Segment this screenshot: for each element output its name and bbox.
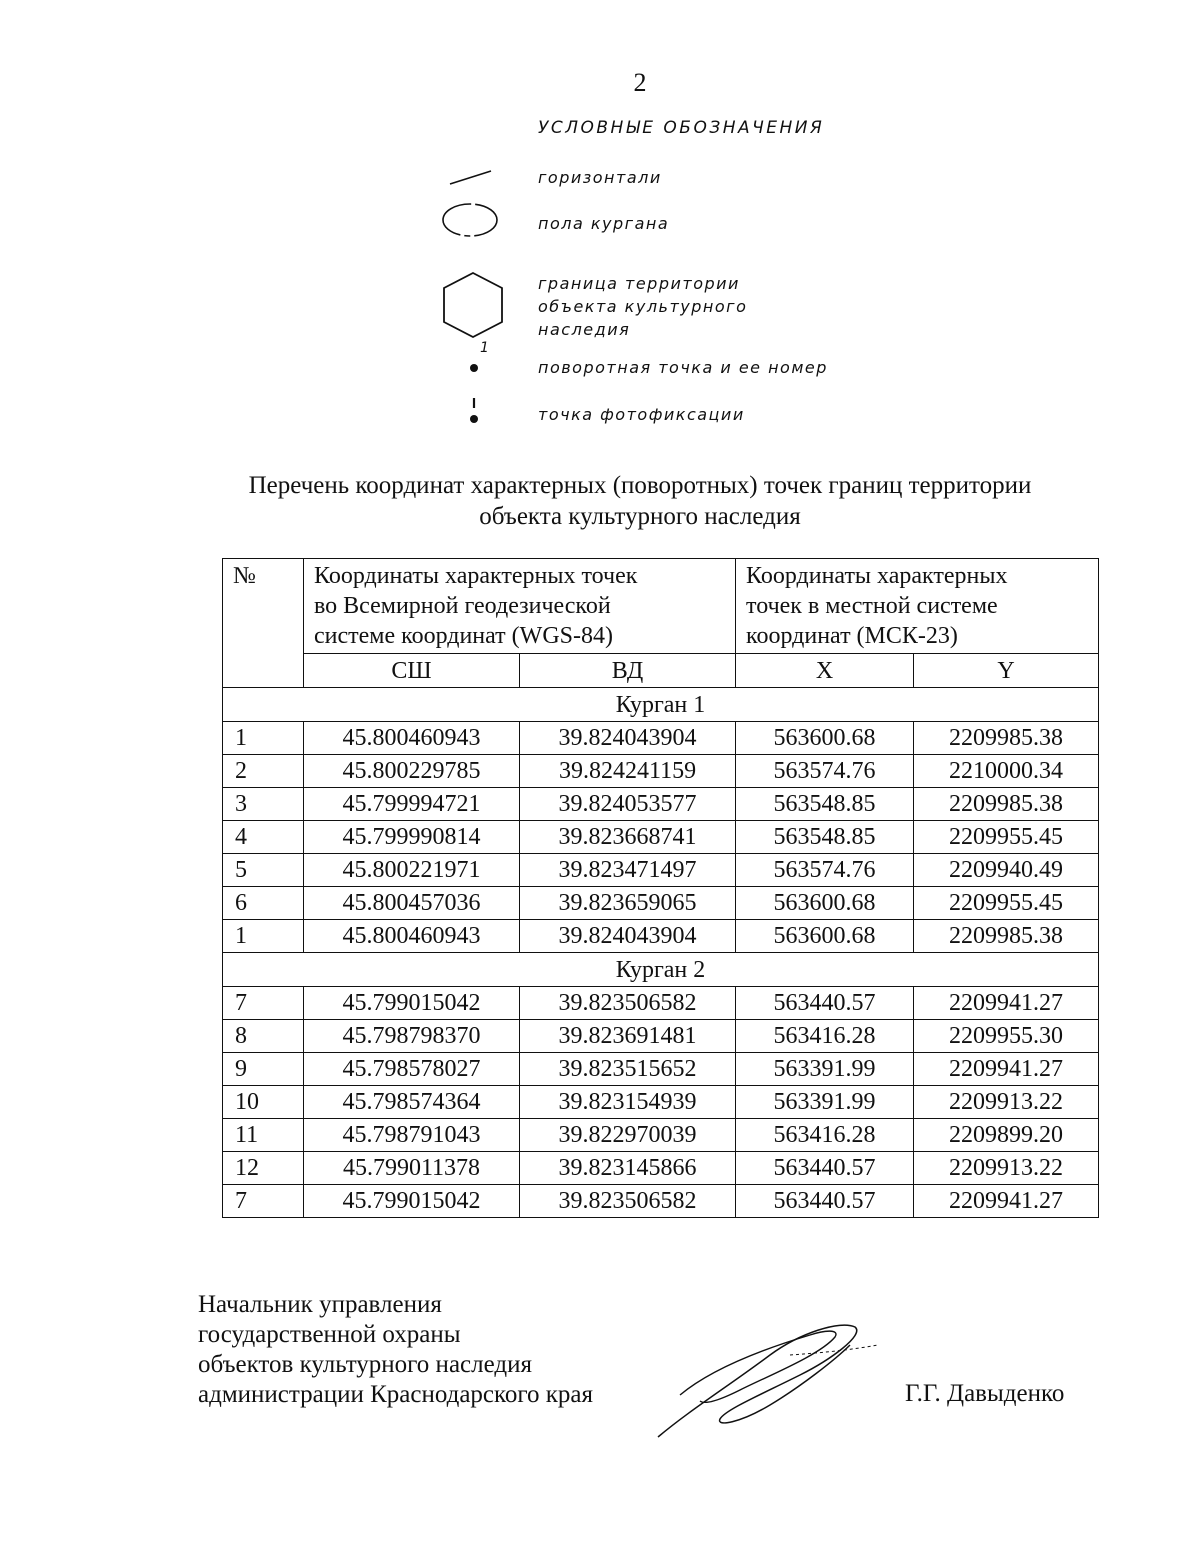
- table-group-row: [223, 688, 1099, 722]
- latitude-cell: 45.799015042: [304, 1185, 520, 1218]
- y-cell: 2209985.38: [914, 722, 1099, 755]
- y-cell: 2209940.49: [914, 854, 1099, 887]
- point-number: 1: [223, 722, 304, 755]
- point-number: 3: [223, 788, 304, 821]
- point-number: 10: [223, 1086, 304, 1119]
- point-number: 7: [223, 987, 304, 1020]
- table-row: [223, 821, 1099, 854]
- latitude-cell: 45.800457036: [304, 887, 520, 920]
- legend-title: УСЛОВНЫЕ ОБОЗНАЧЕНИЯ: [538, 118, 825, 138]
- latitude-cell: 45.800229785: [304, 755, 520, 788]
- legend-item-contours: горизонтали: [538, 168, 662, 187]
- group-title: Курган 1: [223, 688, 1099, 722]
- table-row: [223, 987, 1099, 1020]
- table-group-row: [223, 953, 1099, 987]
- x-cell: 563416.28: [736, 1119, 914, 1152]
- territory-boundary-hexagon-icon: [440, 270, 506, 340]
- point-number: 4: [223, 821, 304, 854]
- longitude-cell: 39.824043904: [520, 722, 736, 755]
- latitude-cell: 45.798791043: [304, 1119, 520, 1152]
- point-number: 7: [223, 1185, 304, 1218]
- x-cell: 563548.85: [736, 821, 914, 854]
- table-row: [223, 755, 1099, 788]
- turning-point-marker: 1: [480, 340, 489, 356]
- x-cell: 563574.76: [736, 755, 914, 788]
- x-cell: 563440.57: [736, 987, 914, 1020]
- x-cell: 563440.57: [736, 1152, 914, 1185]
- longitude-cell: 39.823515652: [520, 1053, 736, 1086]
- point-number: 1: [223, 920, 304, 953]
- y-cell: 2209941.27: [914, 987, 1099, 1020]
- header-wgs84: Координаты характерных точек во Всемирной геодезической системе координат (WGS-84): [304, 559, 736, 654]
- table-row: [223, 887, 1099, 920]
- latitude-cell: 45.799015042: [304, 987, 520, 1020]
- latitude-cell: 45.799994721: [304, 788, 520, 821]
- x-cell: 563416.28: [736, 1020, 914, 1053]
- y-cell: 2209913.22: [914, 1152, 1099, 1185]
- x-cell: 563600.68: [736, 887, 914, 920]
- longitude-cell: 39.823506582: [520, 1185, 736, 1218]
- legend-item-mound-base: пола кургана: [538, 214, 670, 233]
- x-cell: 563600.68: [736, 722, 914, 755]
- x-cell: 563391.99: [736, 1053, 914, 1086]
- table-row: [223, 1020, 1099, 1053]
- y-cell: 2209955.30: [914, 1020, 1099, 1053]
- table-row: [223, 1152, 1099, 1185]
- table-body: [223, 688, 1099, 1218]
- mound-base-ellipse-icon: [440, 200, 500, 240]
- longitude-cell: 39.823659065: [520, 887, 736, 920]
- y-cell: 2209985.38: [914, 788, 1099, 821]
- subheader-x: X: [736, 654, 914, 688]
- longitude-cell: 39.823506582: [520, 987, 736, 1020]
- point-number: 2: [223, 755, 304, 788]
- contour-line-icon: [448, 166, 494, 188]
- latitude-cell: 45.798578027: [304, 1053, 520, 1086]
- signatory-title: Начальник управления государственной охраны объектов культурного наследия администрации Краснодарского края: [198, 1291, 594, 1408]
- subheader-y: Y: [914, 654, 1099, 688]
- subheader-latitude: СШ: [304, 654, 520, 688]
- coordinates-table: [222, 558, 1099, 1218]
- x-cell: 563391.99: [736, 1086, 914, 1119]
- point-number: 9: [223, 1053, 304, 1086]
- table-row: [223, 1053, 1099, 1086]
- latitude-cell: 45.800460943: [304, 722, 520, 755]
- latitude-cell: 45.798574364: [304, 1086, 520, 1119]
- handwritten-signature: [650, 1315, 890, 1445]
- header-number: №: [223, 559, 304, 688]
- longitude-cell: 39.823471497: [520, 854, 736, 887]
- y-cell: 2209913.22: [914, 1086, 1099, 1119]
- latitude-cell: 45.800221971: [304, 854, 520, 887]
- x-cell: 563600.68: [736, 920, 914, 953]
- table-row: [223, 1185, 1099, 1218]
- legend-item-photo-point: точка фотофиксации: [538, 405, 745, 424]
- signatory-name: Г.Г. Давыденко: [905, 1380, 1065, 1407]
- point-number: 11: [223, 1119, 304, 1152]
- longitude-cell: 39.823691481: [520, 1020, 736, 1053]
- table-row: [223, 920, 1099, 953]
- legend-item-turning-point: поворотная точка и ее номер: [538, 358, 828, 377]
- y-cell: 2209955.45: [914, 821, 1099, 854]
- y-cell: 2209941.27: [914, 1053, 1099, 1086]
- latitude-cell: 45.798798370: [304, 1020, 520, 1053]
- y-cell: 2209941.27: [914, 1185, 1099, 1218]
- x-cell: 563440.57: [736, 1185, 914, 1218]
- photo-fixation-point-icon: [466, 396, 482, 428]
- longitude-cell: 39.824241159: [520, 755, 736, 788]
- longitude-cell: 39.823145866: [520, 1152, 736, 1185]
- subheader-longitude: ВД: [520, 654, 736, 688]
- y-cell: 2209985.38: [914, 920, 1099, 953]
- table-row: [223, 854, 1099, 887]
- point-number: 8: [223, 1020, 304, 1053]
- x-cell: 563548.85: [736, 788, 914, 821]
- latitude-cell: 45.799990814: [304, 821, 520, 854]
- point-number: 6: [223, 887, 304, 920]
- point-number: 12: [223, 1152, 304, 1185]
- table-row: [223, 1086, 1099, 1119]
- point-number: 5: [223, 854, 304, 887]
- y-cell: 2209899.20: [914, 1119, 1099, 1152]
- longitude-cell: 39.824053577: [520, 788, 736, 821]
- table-row: [223, 722, 1099, 755]
- group-title: Курган 2: [223, 953, 1099, 987]
- latitude-cell: 45.800460943: [304, 920, 520, 953]
- legend-item-territory-boundary: граница территории объекта культурного наследия: [538, 274, 748, 339]
- header-msk23: Координаты характерных точек в местной системе координат (МСК-23): [736, 559, 1099, 654]
- latitude-cell: 45.799011378: [304, 1152, 520, 1185]
- page-number: 2: [633, 68, 647, 97]
- table-row: [223, 788, 1099, 821]
- x-cell: 563574.76: [736, 854, 914, 887]
- table-row: [223, 1119, 1099, 1152]
- turning-point-icon: [466, 360, 482, 376]
- y-cell: 2209955.45: [914, 887, 1099, 920]
- longitude-cell: 39.823668741: [520, 821, 736, 854]
- longitude-cell: 39.822970039: [520, 1119, 736, 1152]
- y-cell: 2210000.34: [914, 755, 1099, 788]
- longitude-cell: 39.824043904: [520, 920, 736, 953]
- longitude-cell: 39.823154939: [520, 1086, 736, 1119]
- list-title: Перечень координат характерных (поворотных) точек границ территории объекта культурного наследия: [248, 472, 1032, 530]
